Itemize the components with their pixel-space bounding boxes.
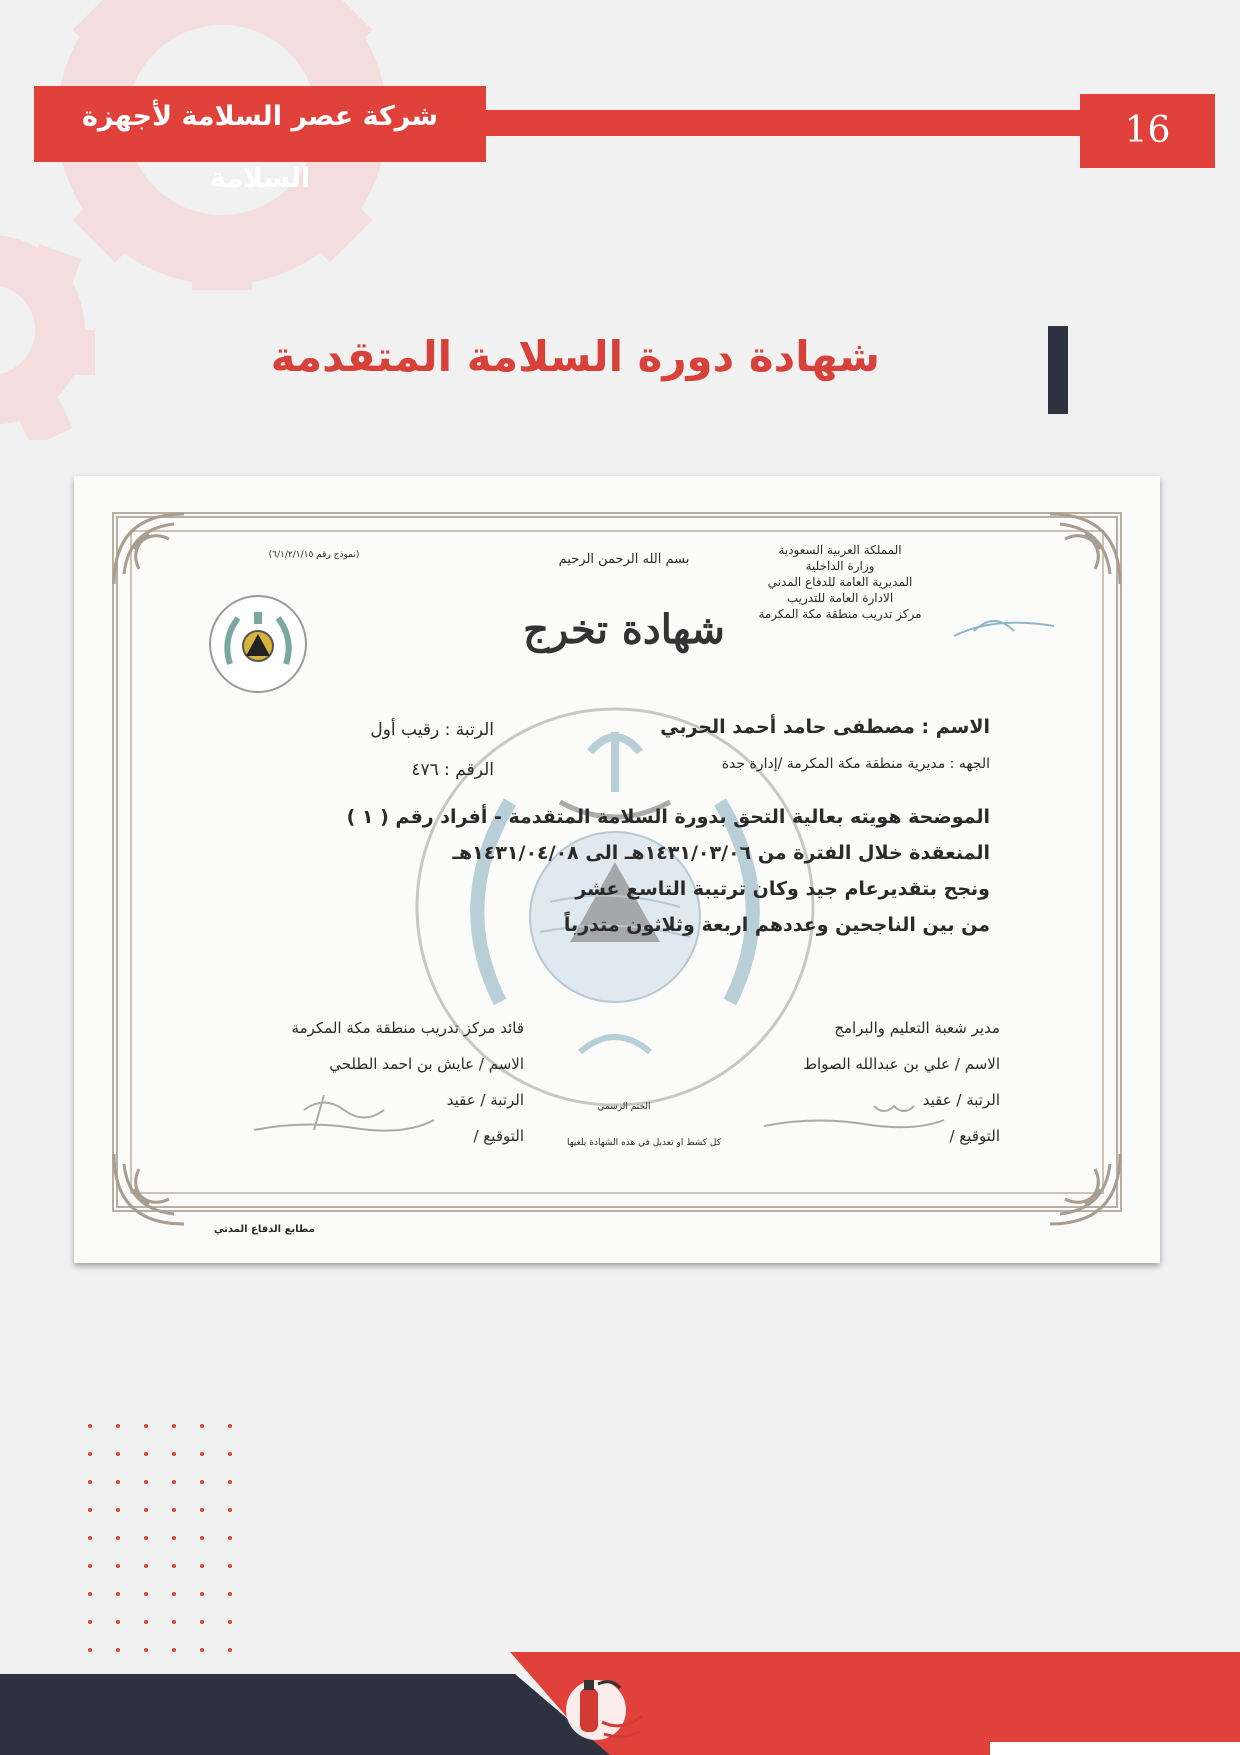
certificate-footnote: كل كشط او تعديل في هذه الشهادة يلغيها bbox=[566, 1138, 722, 1148]
sig-title: قائد مركز تدريب منطقة مكة المكرمة bbox=[291, 1019, 524, 1037]
decor-dot bbox=[116, 1620, 120, 1624]
decor-dot bbox=[144, 1564, 148, 1568]
decor-dot bbox=[116, 1480, 120, 1484]
number-label: الرقم : bbox=[444, 760, 494, 780]
decor-dot bbox=[200, 1564, 204, 1568]
decor-dot bbox=[144, 1592, 148, 1596]
decor-dot bbox=[200, 1452, 204, 1456]
company-logo-icon bbox=[556, 1662, 656, 1752]
sig-signature: التوقيع / bbox=[949, 1127, 1000, 1145]
decor-dot bbox=[88, 1536, 92, 1540]
sig-signature: التوقيع / bbox=[473, 1127, 524, 1145]
dept-value: مديرية منطقة مكة المكرمة /إدارة جدة bbox=[721, 756, 946, 772]
ministry-line: وزارة الداخلية bbox=[805, 559, 875, 573]
body-line: من بين الناجحين وعددهم اربعة وثلاثون متدرباً bbox=[563, 914, 990, 936]
basmala: بسم الله الرحمن الرحيم bbox=[558, 552, 690, 567]
corner-ornament-icon bbox=[104, 504, 194, 594]
decor-dot bbox=[172, 1424, 176, 1428]
decor-dot bbox=[88, 1508, 92, 1512]
decor-dot bbox=[228, 1452, 232, 1456]
decor-dot bbox=[144, 1424, 148, 1428]
form-number: (نموذج رقم ٦/١/٢/١/١٥) bbox=[268, 550, 360, 560]
decor-dot bbox=[228, 1508, 232, 1512]
ministry-line: مركز تدريب منطقة مكة المكرمة bbox=[758, 607, 922, 621]
decor-dot bbox=[88, 1424, 92, 1428]
number-row bbox=[274, 760, 494, 780]
name-label: الاسم : bbox=[921, 716, 990, 738]
dept-label: الجهه : bbox=[949, 756, 990, 772]
decor-dot bbox=[228, 1620, 232, 1624]
ministry-line: الادارة العامة للتدريب bbox=[786, 591, 894, 605]
decor-dot bbox=[172, 1592, 176, 1596]
decor-dot bbox=[88, 1480, 92, 1484]
civil-defense-emblem-icon bbox=[208, 594, 308, 694]
decor-dot bbox=[172, 1564, 176, 1568]
sig-rank: الرتبة / عقيد bbox=[922, 1091, 1000, 1109]
number-value: ٤٧٦ bbox=[411, 760, 439, 780]
decor-dot bbox=[200, 1508, 204, 1512]
name-value: مصطفى حامد أحمد الحربي bbox=[660, 716, 915, 738]
handwritten-signature-icon bbox=[244, 1090, 444, 1140]
decor-dot bbox=[200, 1424, 204, 1428]
decor-dot bbox=[116, 1592, 120, 1596]
decor-dot bbox=[228, 1564, 232, 1568]
sig-title: مدير شعبة التعليم والبرامج bbox=[834, 1019, 1000, 1037]
decor-dot bbox=[172, 1508, 176, 1512]
decor-dot bbox=[144, 1480, 148, 1484]
company-name: شركة عصر السلامة لأجهزة السلامة bbox=[34, 86, 486, 162]
decor-dot bbox=[88, 1564, 92, 1568]
decor-dot bbox=[144, 1452, 148, 1456]
decor-dot bbox=[228, 1480, 232, 1484]
body-line: الموضحة هويته بعالية التحق بدورة السلامة المتقدمة - أفراد رقم ( ١ ) bbox=[346, 806, 990, 828]
corner-ornament-icon bbox=[1040, 1144, 1130, 1234]
header-bar bbox=[485, 110, 1085, 136]
decor-dot bbox=[144, 1508, 148, 1512]
handwritten-signature-icon bbox=[944, 606, 1064, 646]
page-number: 16 bbox=[1080, 94, 1215, 168]
seal-label: الختم الرسمي bbox=[597, 1102, 651, 1112]
handwritten-signature-icon bbox=[754, 1096, 954, 1136]
certificate-image bbox=[74, 476, 1160, 1263]
decor-dot bbox=[228, 1592, 232, 1596]
decor-dot bbox=[88, 1620, 92, 1624]
page-title: شهادة دورة السلامة المتقدمة bbox=[270, 332, 880, 381]
dept-row bbox=[570, 756, 990, 772]
decor-dot bbox=[200, 1536, 204, 1540]
decor-dot bbox=[200, 1620, 204, 1624]
ministry-line: المديرية العامة للدفاع المدني bbox=[767, 575, 913, 589]
printer-label: مطابع الدفاع المدني bbox=[214, 1224, 315, 1235]
decor-dot bbox=[88, 1592, 92, 1596]
body-line: ونجح بتقديرعام جيد وكان ترتيبة التاسع عشر bbox=[575, 878, 990, 900]
rank-label: الرتبة : bbox=[444, 720, 494, 740]
decor-dot bbox=[228, 1536, 232, 1540]
rank-row bbox=[274, 720, 494, 740]
decor-dot bbox=[172, 1452, 176, 1456]
certificate-heading: شهادة تخرج bbox=[523, 606, 725, 653]
decor-dot bbox=[228, 1424, 232, 1428]
corner-ornament-icon bbox=[104, 1144, 194, 1234]
decor-dot bbox=[116, 1536, 120, 1540]
decor-dot bbox=[200, 1480, 204, 1484]
decor-dot bbox=[200, 1592, 204, 1596]
corner-ornament-icon bbox=[1040, 504, 1130, 594]
decor-dot bbox=[172, 1480, 176, 1484]
ministry-line: المملكة العربية السعودية bbox=[778, 543, 902, 557]
decor-dot bbox=[172, 1620, 176, 1624]
decor-dot bbox=[116, 1564, 120, 1568]
decor-dot bbox=[116, 1508, 120, 1512]
name-row bbox=[570, 716, 990, 738]
sig-name: الاسم / علي بن عبدالله الصواط bbox=[803, 1055, 1000, 1073]
rank-value: رقيب أول bbox=[370, 720, 440, 740]
decor-dot bbox=[172, 1536, 176, 1540]
title-accent-bar bbox=[1048, 326, 1068, 414]
body-line: المنعقدة خلال الفترة من ١٤٣١/٠٣/٠٦هـ الى ١٤٣١/٠٤/٠٨هـ bbox=[452, 842, 990, 864]
sig-name: الاسم / عايش بن احمد الطلحي bbox=[329, 1055, 524, 1073]
decor-dot bbox=[144, 1620, 148, 1624]
sig-rank: الرتبة / عقيد bbox=[446, 1091, 524, 1109]
decor-dot bbox=[116, 1424, 120, 1428]
decor-dot bbox=[88, 1452, 92, 1456]
decor-dot bbox=[144, 1536, 148, 1540]
decor-dot bbox=[116, 1452, 120, 1456]
